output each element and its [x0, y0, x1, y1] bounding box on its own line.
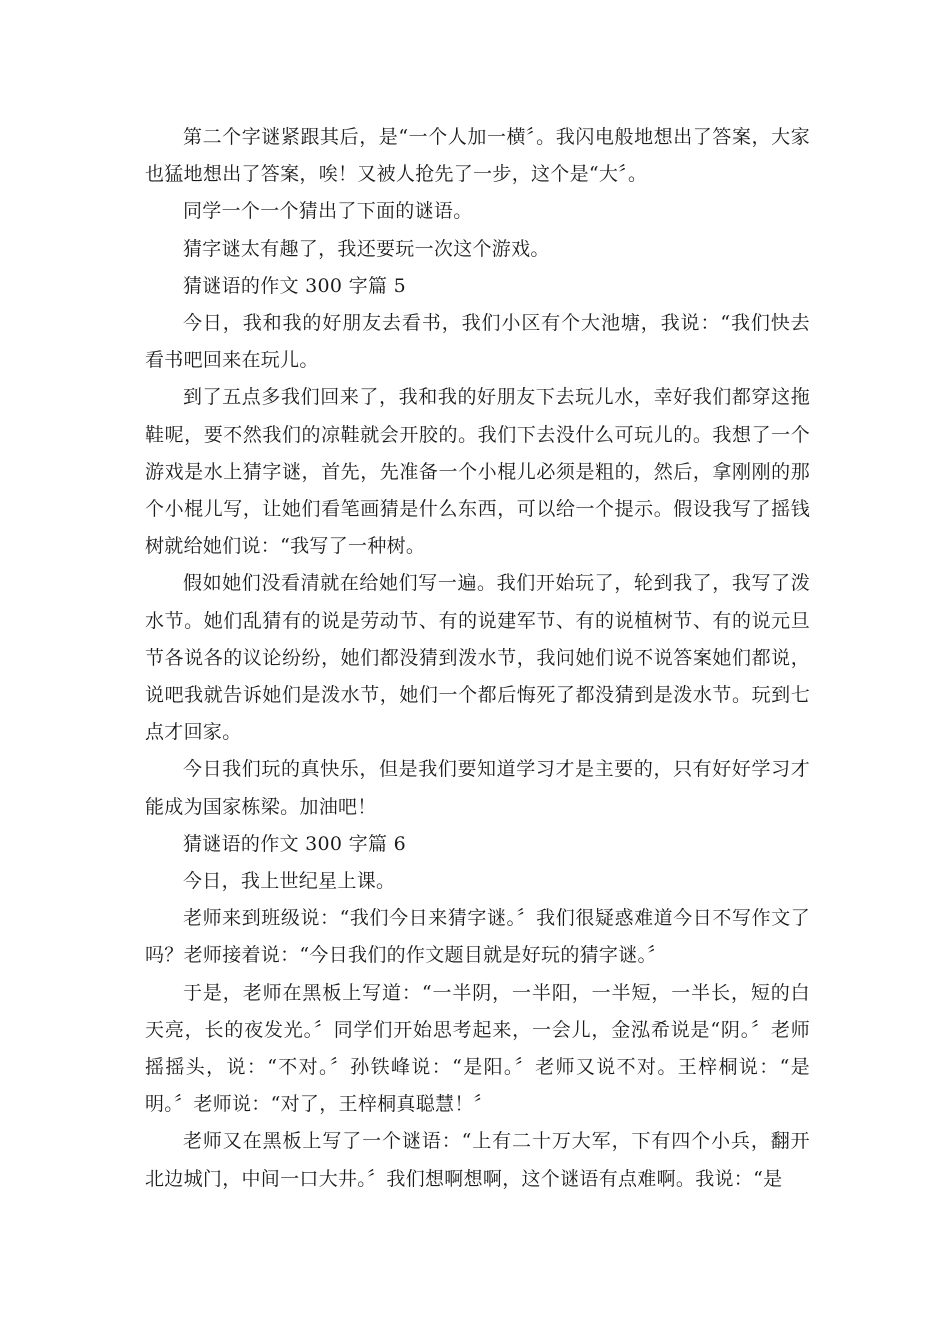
paragraph: 老师又在黑板上写了一个谜语：“上有二十万大军，下有四个小兵，翻开北边城门，中间一口大井。〞我们想啊想啊，这个谜语有点难啊。我说：“是 [145, 1130, 810, 1190]
section-heading: 猜谜语的作文 300 字篇 6 [183, 832, 406, 855]
paragraph: 今日，我上世纪星上课。 [183, 870, 396, 893]
paragraph: 今日，我和我的好朋友去看书，我们小区有个大池塘，我说：“我们快去看书吧回来在玩儿。 [145, 312, 810, 372]
paragraph: 今日我们玩的真快乐，但是我们要知道学习才是主要的，只有好好学习才能成为国家栋梁。加油吧！ [145, 758, 810, 818]
paragraph: 第二个字谜紧跟其后，是“一个人加一横〞。我闪电般地想出了答案，大家也猛地想出了答案，唉！又被人抢先了一步，这个是“大〞。 [145, 126, 810, 186]
paragraph: 老师来到班级说：“我们今日来猜字谜。〞我们很疑惑难道今日不写作文了吗？老师接着说：“今日我们的作文题目就是好玩的猜字谜。〞 [145, 907, 810, 967]
paragraph: 猜字谜太有趣了，我还要玩一次这个游戏。 [183, 237, 550, 260]
section-heading: 猜谜语的作文 300 字篇 5 [183, 274, 406, 297]
paragraph: 到了五点多我们回来了，我和我的好朋友下去玩儿水，幸好我们都穿这拖鞋呢，要不然我们的凉鞋就会开胶的。我们下去没什么可玩儿的。我想了一个游戏是水上猜字谜，首先，先准备一个小棍儿必须是粗的，然后，拿刚刚的那个小棍儿写，让她们看笔画猜是什么东西，可以给一个提示。假设我写了摇钱树就给她们说：“我写了一种树。 [145, 386, 810, 558]
paragraph: 于是，老师在黑板上写道：“一半阴，一半阳，一半短，一半长，短的白天亮，长的夜发光。〞同学们开始思考起来，一会儿，金泓希说是“阴。〞老师摇摇头，说：“不对。〞孙铁峰说：“是阳。〞老师又说不对。王梓桐说：“是明。〞老师说：“对了，王梓桐真聪慧！〞 [145, 981, 810, 1116]
paragraph: 假如她们没看清就在给她们写一遍。我们开始玩了，轮到我了，我写了泼水节。她们乱猜有的说是劳动节、有的说建军节、有的说植树节、有的说元旦节各说各的议论纷纷，她们都没猜到泼水节，我问她们说不说答案她们都说，说吧我就告诉她们是泼水节，她们一个都后悔死了都没猜到是泼水节。玩到七点才回家。 [145, 572, 810, 744]
paragraph: 同学一个一个猜出了下面的谜语。 [183, 200, 473, 223]
document-body [145, 119, 810, 1198]
